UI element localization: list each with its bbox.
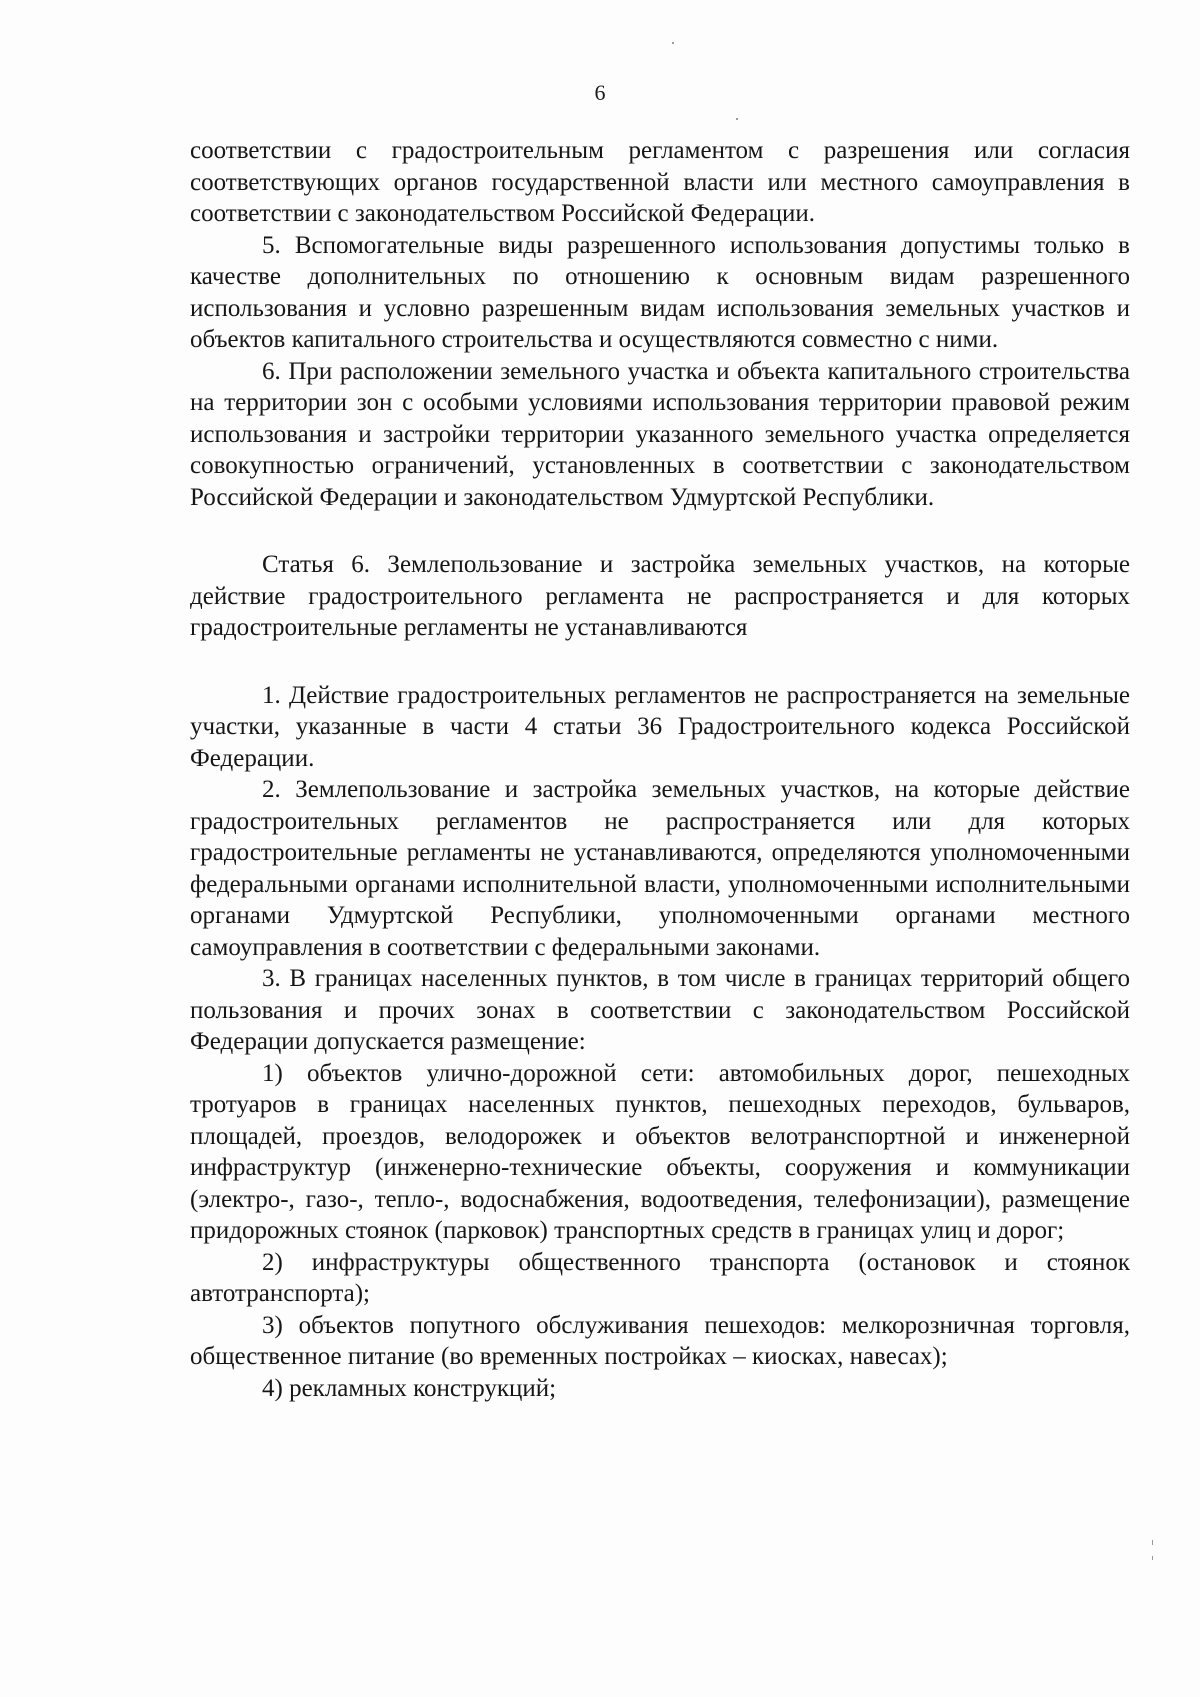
subitem-1: 1) объектов улично-дорожной сети: автомобильных дорог, пешеходных тротуаров в границах населенных пунктов, пешеходных переходов, бульваров, площадей, проездов, велодорожек и объектов велотранспортной и инженерной инфраструктур (инженерно-технические объекты, сооружения и коммуникации (электро-, газо-, тепло-, водоснабжения, водоотведения, телефонизации), размещение придорожных стоянок (парковок) транспортных средств в границах улиц и дорог; [190, 1059, 1130, 1244]
subitem-2: 2) инфраструктуры общественного транспорта (остановок и стоянок автотранспорта); [190, 1248, 1130, 1307]
paragraph-item-2: 2. Землепользование и застройка земельных участков, на которые действие градостроительных регламентов не распространяется или для которых градостроительные регламенты не устанавливаются, определяются уполномоченными федеральными органами исполнительной власти, уполномоченными исполнительными органами Удмуртской Республики, уполномоченными органами местного самоуправления в соответствии с федеральными законами. [190, 776, 1130, 961]
paragraph-continuation: соответствии с градостроительным регламентом с разрешения или согласия соответствующих органов государственной власти или местного самоуправления в соответствии с законодательством Российской Федерации. [190, 137, 1130, 227]
article-heading: Статья 6. Землепользование и застройка земельных участков, на которые действие градостроительного регламента не распространяется и для которых градостроительные регламенты не устанавливаются [190, 551, 1130, 641]
scan-speck [1152, 1556, 1153, 1560]
paragraph-item-6: 6. При расположении земельного участка и объекта капитального строительства на территории зон с особыми условиями использования территории правовой режим использования и застройки территории указанного земельного участка определяется совокупностью ограничений, установленных в соответствии с законодательством Российской Федерации и законодательством Удмуртской Республики. [190, 357, 1130, 511]
subitem-4: 4) рекламных конструкций; [262, 1374, 557, 1402]
page-number: 6 [594, 80, 606, 105]
document-body [190, 135, 1130, 1404]
subitem-3: 3) объектов попутного обслуживания пешеходов: мелкорозничная торговля, общественное питание (во временных постройках – киосках, навесах); [190, 1311, 1130, 1370]
scan-speck [1152, 1540, 1153, 1545]
paragraph-item-3: 3. В границах населенных пунктов, в том числе в границах территорий общего пользования и прочих зонах в соответствии с законодательством Российской Федерации допускается размещение: [190, 965, 1130, 1055]
paragraph-item-5: 5. Вспомогательные виды разрешенного использования допустимы только в качестве дополнительных по отношению к основным видам разрешенного использования и условно разрешенным видам использования земельных участков и объектов капитального строительства и осуществляются совместно с ними. [190, 231, 1130, 353]
paragraph-item-1: 1. Действие градостроительных регламентов не распространяется на земельные участки, указанные в части 4 статьи 36 Градостроительного кодекса Российской Федерации. [190, 681, 1130, 772]
scan-speck [736, 118, 738, 120]
scan-speck [672, 42, 674, 44]
